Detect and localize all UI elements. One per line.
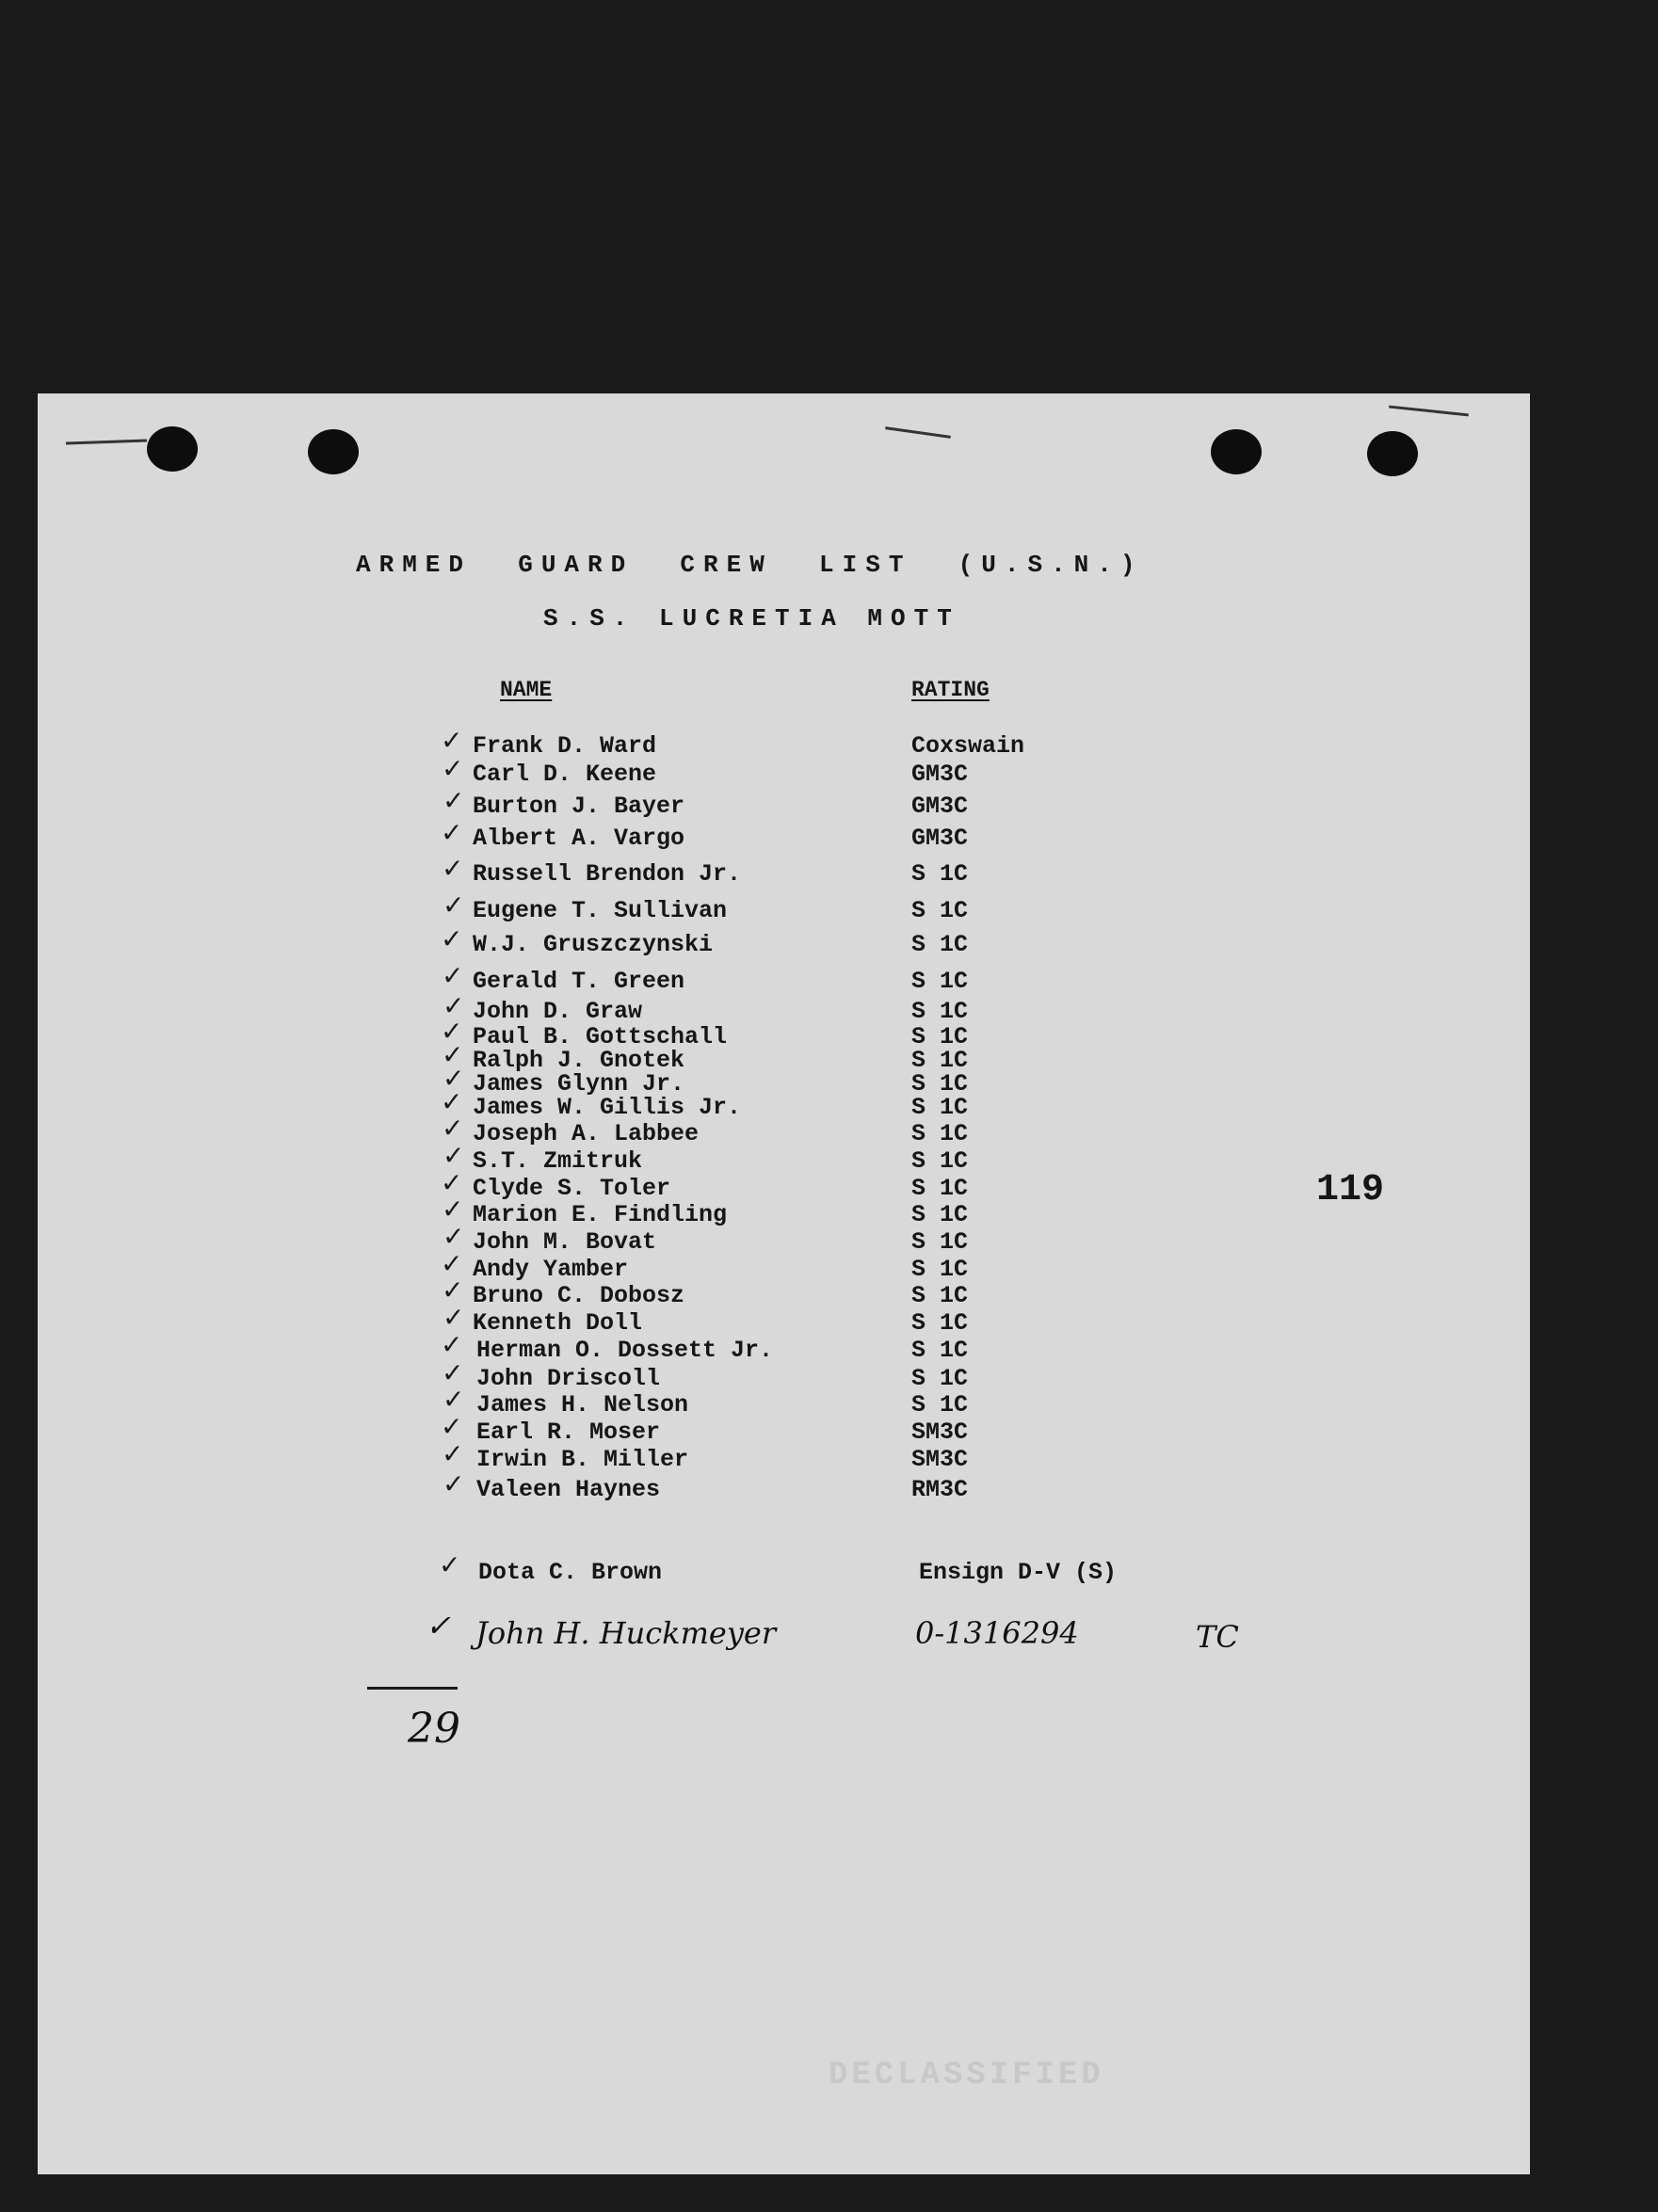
faded-stamp: DECLASSIFIED (829, 2058, 1104, 2093)
crew-name: Albert A. Vargo (473, 825, 685, 852)
crew-rating: S 1C (911, 931, 969, 958)
crew-name: Clyde S. Toler (473, 1175, 671, 1202)
crew-name: Irwin B. Miller (476, 1446, 689, 1473)
rating-column-header: RATING (911, 678, 990, 702)
check-mark: ✓ (442, 1194, 464, 1225)
scratch-mark (66, 440, 147, 445)
crew-rating: SM3C (911, 1419, 969, 1446)
check-mark: ✓ (441, 1329, 463, 1360)
crew-name: Valeen Haynes (476, 1476, 661, 1503)
check-mark: ✓ (443, 1384, 465, 1415)
crew-rating: S 1C (911, 1256, 969, 1283)
check-mark: ✓ (443, 1140, 465, 1171)
crew-rating: S 1C (911, 1023, 969, 1050)
crew-name: Herman O. Dossett Jr. (476, 1337, 774, 1364)
punch-hole (1367, 431, 1418, 476)
scratch-mark (1389, 406, 1469, 417)
crew-rating: S 1C (911, 1047, 969, 1074)
crew-rating: S 1C (911, 1365, 969, 1392)
total-count: 29 (408, 1705, 460, 1753)
crew-rating: S 1C (911, 860, 969, 888)
crew-rating: S 1C (911, 1282, 969, 1309)
check-mark: ✓ (441, 1411, 463, 1442)
document-page (38, 393, 1530, 2174)
crew-name: W.J. Gruszczynski (473, 931, 714, 958)
check-mark: ✓ (442, 1357, 464, 1388)
crew-name: Andy Yamber (473, 1256, 629, 1283)
crew-name: Carl D. Keene (473, 761, 657, 788)
crew-rating: S 1C (911, 968, 969, 995)
crew-rating: S 1C (911, 1309, 969, 1337)
check-mark: ✓ (441, 725, 463, 756)
ship-name: S.S. LUCRETIA MOTT (543, 604, 960, 633)
handwritten-number: 0-1316294 (915, 1615, 1079, 1651)
crew-name: Gerald T. Green (473, 968, 685, 995)
crew-rating: Coxswain (911, 732, 1025, 760)
punch-hole (147, 426, 198, 472)
check-mark: ✓ (442, 1274, 464, 1306)
check-mark: ✓ (441, 1248, 463, 1279)
crew-name: John Driscoll (476, 1365, 661, 1392)
total-rule (367, 1687, 458, 1690)
check-mark: ✓ (442, 1039, 464, 1070)
check-mark: ✓ (443, 1302, 465, 1333)
crew-rating: GM3C (911, 825, 969, 852)
crew-rating: S 1C (911, 1120, 969, 1147)
check-mark: ✓ (441, 923, 463, 954)
document-title: ARMED GUARD CREW LIST (U.S.N.) (356, 551, 1144, 579)
check-mark: ✓ (443, 1063, 465, 1094)
crew-name: Joseph A. Labbee (473, 1120, 700, 1147)
check-mark: ✓ (441, 817, 463, 848)
officer-name: Dota C. Brown (478, 1559, 663, 1586)
check-mark: ✓ (441, 1167, 463, 1198)
officer-rating: Ensign D-V (S) (919, 1559, 1118, 1586)
crew-rating: SM3C (911, 1446, 969, 1473)
check-mark: ✓ (439, 1549, 461, 1580)
check-mark: ✓ (442, 960, 464, 991)
check-mark: ✓ (441, 1016, 463, 1047)
crew-rating: S 1C (911, 1228, 969, 1256)
name-column-header: NAME (500, 678, 553, 702)
crew-rating: S 1C (911, 897, 969, 924)
crew-name: Ralph J. Gnotek (473, 1047, 685, 1074)
crew-name: Earl R. Moser (476, 1419, 661, 1446)
check-mark: ✓ (442, 853, 464, 884)
check-mark: ✓ (443, 1221, 465, 1252)
crew-name: S.T. Zmitruk (473, 1147, 643, 1175)
handwritten-note: TC (1196, 1619, 1239, 1655)
crew-name: Russell Brendon Jr. (473, 860, 742, 888)
punch-hole (1211, 429, 1262, 474)
crew-name: James H. Nelson (476, 1391, 689, 1419)
crew-name: Marion E. Findling (473, 1201, 728, 1228)
crew-name: James Glynn Jr. (473, 1070, 685, 1098)
scratch-mark (885, 426, 951, 439)
check-mark: ✓ (443, 990, 465, 1021)
check-mark: ✓ (443, 890, 465, 921)
check-mark: ✓ (442, 753, 464, 784)
crew-rating: S 1C (911, 1094, 969, 1121)
crew-name: Kenneth Doll (473, 1309, 643, 1337)
handwritten-check-mark: ✓ (426, 1608, 451, 1643)
check-mark: ✓ (442, 1113, 464, 1144)
crew-rating: S 1C (911, 1070, 969, 1098)
crew-name: John D. Graw (473, 998, 643, 1025)
crew-name: Eugene T. Sullivan (473, 897, 728, 924)
crew-rating: RM3C (911, 1476, 969, 1503)
crew-rating: S 1C (911, 1337, 969, 1364)
crew-name: James W. Gillis Jr. (473, 1094, 742, 1121)
check-mark: ✓ (442, 1438, 464, 1469)
crew-rating: S 1C (911, 1391, 969, 1419)
punch-hole (308, 429, 359, 474)
crew-name: John M. Bovat (473, 1228, 657, 1256)
crew-name: Frank D. Ward (473, 732, 657, 760)
handwritten-name: John H. Huckmeyer (475, 1615, 777, 1651)
check-mark: ✓ (443, 785, 465, 816)
check-mark: ✓ (441, 1086, 463, 1117)
crew-name: Burton J. Bayer (473, 793, 685, 820)
crew-rating: S 1C (911, 1147, 969, 1175)
check-mark: ✓ (443, 1468, 465, 1499)
crew-rating: GM3C (911, 793, 969, 820)
crew-rating: S 1C (911, 1201, 969, 1228)
crew-rating: S 1C (911, 1175, 969, 1202)
page-number: 119 (1316, 1169, 1385, 1211)
crew-rating: GM3C (911, 761, 969, 788)
crew-name: Bruno C. Dobosz (473, 1282, 685, 1309)
crew-rating: S 1C (911, 998, 969, 1025)
crew-name: Paul B. Gottschall (473, 1023, 728, 1050)
